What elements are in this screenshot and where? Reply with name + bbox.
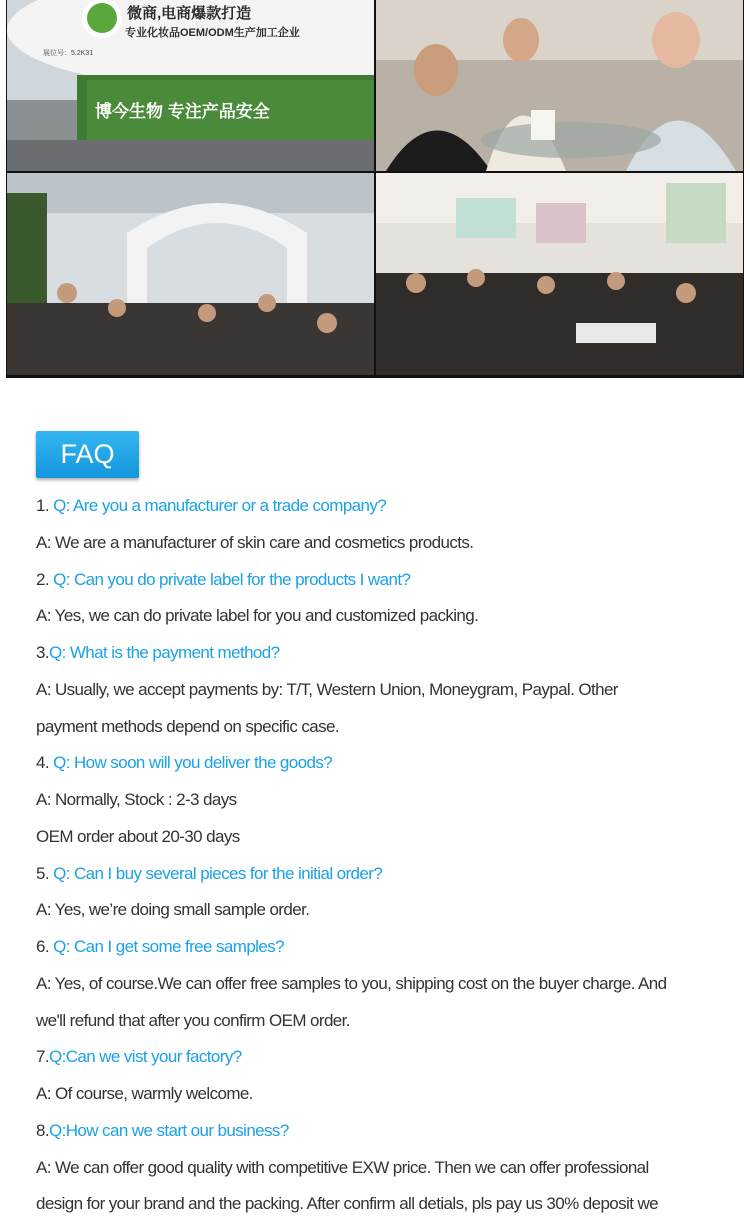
faq-question-number: 8. xyxy=(36,1120,49,1140)
meeting-photo xyxy=(376,0,743,171)
crowd-photo xyxy=(376,173,743,375)
exhibition-photo-grid xyxy=(6,0,744,378)
faq-question xyxy=(36,1113,716,1150)
faq-question-number: 4. xyxy=(36,753,54,773)
faq-question xyxy=(36,929,716,966)
faq-list xyxy=(36,488,716,1223)
faq-question-text: Q: Can I get some free samples? xyxy=(53,937,284,956)
faq-question xyxy=(36,635,716,672)
faq-question-text: Q:Can we vist your factory? xyxy=(48,1047,242,1067)
faq-answer-line: we'll refund that after you confirm OEM order. xyxy=(36,1010,350,1030)
faq-answer-line: OEM order about 20-30 days xyxy=(36,826,240,846)
booth-wall-slogan: 博今生物 专注产品安全 xyxy=(95,102,270,121)
faq-question-number: 3. xyxy=(36,643,49,662)
faq-question-number: 1. xyxy=(36,496,54,515)
faq-answer-line: payment methods depend on specific case. xyxy=(36,716,339,736)
faq-question-text: Q: How soon will you deliver the goods? xyxy=(53,753,333,773)
faq-question-number: 2. xyxy=(36,569,54,589)
faq-answer-line: A: Of course, warmly welcome. xyxy=(36,1084,253,1103)
faq-answer-line: A: Yes, we can do private label for you and customized packing. xyxy=(36,606,479,626)
faq-question-text: Q: Can I buy several pieces for the initial order? xyxy=(53,863,383,883)
faq-answer-line: A: Yes, we’re doing small sample order. xyxy=(36,900,310,920)
faq-question-number: 5. xyxy=(36,863,54,883)
booth-arch-photo xyxy=(7,173,374,375)
faq-answer-line: A: We can offer good quality with competitive EXW price. Then we can offer professional xyxy=(36,1157,649,1177)
faq-question-text: Q: Can you do private label for the products I want? xyxy=(53,569,411,589)
faq-question-number: 6. xyxy=(36,937,54,956)
faq-answer-line: A: Normally, Stock : 2-3 days xyxy=(36,790,237,809)
faq-question-text: Q:How can we start our business? xyxy=(48,1120,289,1140)
faq-question-text: Q: What is the payment method? xyxy=(48,643,280,662)
faq-question xyxy=(36,488,716,525)
faq-question-text: Q: Are you a manufacturer or a trade company? xyxy=(53,496,387,515)
faq-answer-line: design for your brand and the packing. After confirm all detials, pls pay us 30% deposit we xyxy=(36,1194,659,1214)
booth-sign-line2: 专业化妆品OEM/ODM生产加工企业 xyxy=(125,27,300,39)
faq-question xyxy=(36,1039,716,1076)
booth-sign-line1: 微商,电商爆款打造 xyxy=(127,5,252,22)
booth-number: 展位号：5.2K31 xyxy=(43,50,94,57)
booth-sign-photo xyxy=(7,0,374,171)
faq-question xyxy=(36,562,716,599)
faq-question xyxy=(36,745,716,782)
faq-question xyxy=(36,856,716,893)
faq-answer-line: A: Yes, of course.We can offer free samples to you, shipping cost on the buyer charge. And xyxy=(36,973,667,993)
faq-title-badge: FAQ xyxy=(36,431,139,478)
faq-answer-line: A: We are a manufacturer of skin care and cosmetics products. xyxy=(36,532,474,552)
faq-answer-line: A: Usually, we accept payments by: T/T, Western Union, Moneygram, Paypal. Other xyxy=(36,679,618,699)
faq-question-number: 7. xyxy=(36,1047,49,1067)
